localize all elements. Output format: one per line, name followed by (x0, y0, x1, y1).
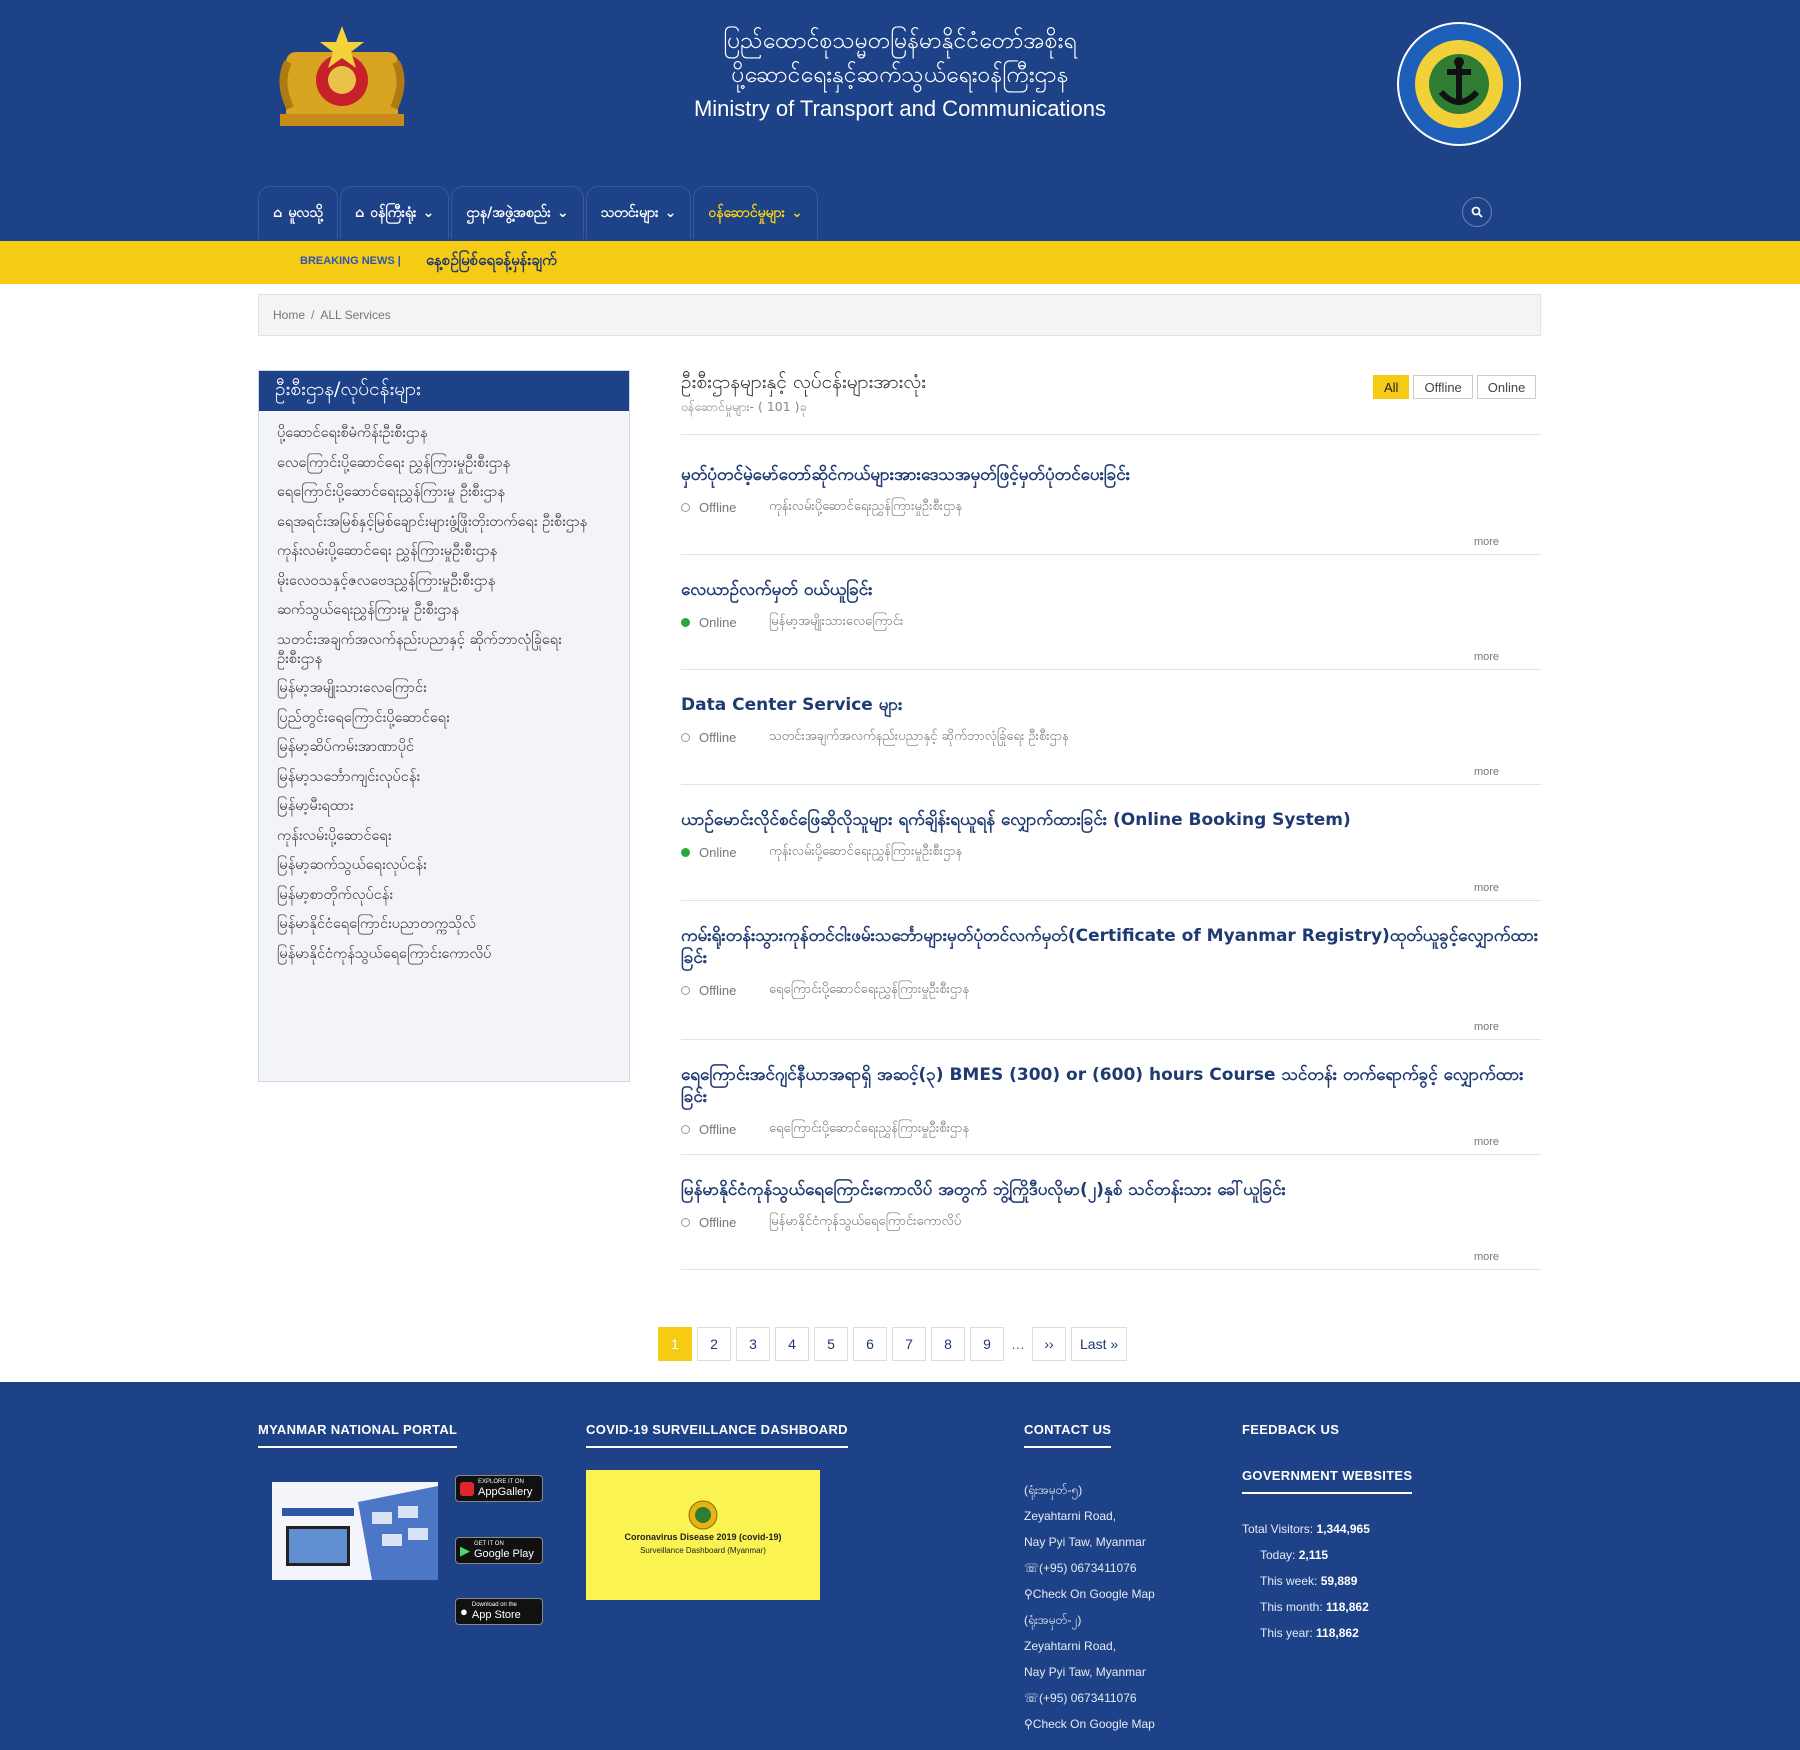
more-link[interactable]: more (1473, 651, 1499, 663)
service-meta (681, 728, 1541, 747)
sidebar-item[interactable]: မြန်မာ့ဆိပ်ကမ်းအာဏာပိုင် (277, 739, 415, 755)
sidebar-item[interactable]: ပို့ဆောင်ရေးစီမံကိန်းဦးစီးဌာန (277, 425, 428, 441)
service-status: Offline (699, 1122, 737, 1137)
phone-line[interactable] (1024, 1685, 1155, 1711)
page-link[interactable]: 8 (931, 1327, 965, 1361)
chevron-down-icon: ⌄ (422, 205, 435, 221)
office-label: (ရုံးအမှတ်-၂) (1024, 1613, 1082, 1627)
nav-departments-label: ဌာန/အဖွဲ့အစည်း (466, 204, 551, 221)
appgallery-button[interactable] (455, 1475, 543, 1502)
page-link[interactable]: 2 (697, 1327, 731, 1361)
breadcrumb-home[interactable]: Home (273, 308, 306, 322)
next-page-button[interactable]: ›› (1032, 1327, 1066, 1361)
service-meta (681, 498, 1541, 517)
footer-portal-heading: MYANMAR NATIONAL PORTAL (258, 1422, 457, 1448)
appgallery-text (478, 1479, 532, 1498)
state-emblem-logo[interactable] (278, 22, 406, 130)
department-sidebar (258, 370, 630, 1082)
chevron-down-icon: ⌄ (556, 205, 569, 221)
phone-icon: ☏ (1024, 1561, 1040, 1575)
offline-status-icon (681, 733, 690, 742)
visitor-week-label: This week: (1260, 1574, 1318, 1588)
google-map-link[interactable] (1024, 1711, 1155, 1737)
service-status: Offline (699, 730, 737, 745)
visitor-year-label: This year: (1260, 1626, 1313, 1640)
breadcrumb-current: ALL Services (320, 308, 391, 322)
nav-services[interactable] (693, 186, 817, 239)
service-item (681, 555, 1541, 670)
sidebar-item[interactable]: ဆက်သွယ်ရေးညွှန်ကြားမှု ဦးစီးဌာန (277, 602, 459, 618)
map-marker-icon: ⚲ (1024, 1717, 1033, 1731)
sidebar-item[interactable]: မြန်မာ့စာတိုက်လုပ်ငန်း (277, 886, 393, 903)
service-item (681, 670, 1541, 785)
appgallery-icon (460, 1482, 474, 1496)
page-link[interactable]: 3 (736, 1327, 770, 1361)
service-title-link[interactable]: ယာဉ်မောင်းလိုင်စင်ဖြေဆိုလိုသူများ ရက်ချိန်းရယူရန် လျှောက်ထားခြင်း (Online Booking System) (681, 810, 1351, 830)
offline-status-icon (681, 986, 690, 995)
map-marker-icon: ⚲ (1024, 1587, 1033, 1601)
service-meta (681, 613, 1541, 632)
address-line: Zeyahtarni Road, (1024, 1639, 1117, 1653)
service-meta (681, 843, 1541, 862)
service-item (681, 440, 1541, 555)
nav-news-label: သတင်းများ (600, 204, 659, 221)
google-play-icon: ▶ (460, 1542, 470, 1558)
visitor-week-value: 59,889 (1320, 1574, 1358, 1588)
visitor-month (1242, 1594, 1370, 1620)
covid-dashboard-title: Coronavirus Disease 2019 (covid-19) (624, 1532, 782, 1542)
site-footer (0, 1382, 1800, 1750)
home-icon: ⌂ (354, 205, 365, 221)
sidebar-item[interactable]: လေကြောင်းပို့ဆောင်ရေး ညွှန်ကြားမှုဦးစီးဌာန (277, 454, 511, 471)
apple-icon: ● (460, 1604, 468, 1619)
more-link[interactable]: more (1473, 1136, 1499, 1148)
visitor-today-label: Today: (1260, 1548, 1296, 1562)
appgallery-small-text: EXPLORE IT ON (478, 1479, 524, 1485)
app-store-button[interactable] (455, 1598, 543, 1625)
sidebar-item[interactable]: ရေအရင်းအမြစ်နှင့်မြစ်ချောင်းများဖွံ့ဖြိုးတိုးတက်ရေး ဦးစီးဌာန (277, 513, 588, 530)
phone-icon: ☏ (1024, 1691, 1040, 1705)
visitor-total-value: 1,344,965 (1316, 1522, 1370, 1536)
sidebar-item[interactable]: မြန်မာ့အမျိုးသားလေကြောင်း (277, 680, 427, 696)
sidebar-item[interactable]: မြန်မာ့သင်္ဘောကျင်းလုပ်ငန်း (277, 768, 421, 785)
service-meta (681, 1120, 1541, 1139)
sidebar-item[interactable]: ကုန်းလမ်းပို့ဆောင်ရေး ညွှန်ကြားမှုဦးစီးဌာန (277, 543, 498, 559)
office-label: (ရုံးအမှတ်-၅) (1024, 1483, 1083, 1497)
service-department: မြန်မာနိုင်ငံကုန်သွယ်ရေကြောင်းကောလိပ် (769, 1214, 962, 1229)
sidebar-item[interactable]: မြန်မာနိုင်ငံရေကြောင်းပညာတက္ကသိုလ် (277, 916, 476, 932)
nav-home[interactable] (258, 186, 338, 239)
site-header (0, 0, 1800, 241)
page-link[interactable]: 4 (775, 1327, 809, 1361)
offline-status-icon (681, 1218, 690, 1227)
chevron-down-icon: ⌄ (664, 205, 677, 221)
google-play-name: Google Play (474, 1548, 534, 1560)
service-title-link[interactable]: လေယာဉ်လက်မှတ် ဝယ်ယူခြင်း (681, 580, 873, 600)
offline-status-icon (681, 503, 690, 512)
service-department: သတင်းအချက်အလက်နည်းပညာနှင့် ဆိုက်ဘာလုံခြုံရေး ဦးစီးဌာန (769, 729, 1069, 744)
site-title-line3: Ministry of Transport and Communications (693, 96, 1107, 121)
service-item (681, 1155, 1541, 1270)
service-title-link[interactable]: မှတ်ပုံတင်မဲ့မော်တော်ဆိုင်ကယ်များအားဒေသအမှတ်ဖြင့်မှတ်ပုံတင်ပေးခြင်း (681, 465, 1131, 485)
main-nav (258, 186, 820, 240)
visitor-month-value: 118,862 (1326, 1600, 1369, 1614)
phone-line[interactable] (1024, 1555, 1155, 1581)
service-title-link[interactable]: ကမ်းရိုးတန်းသွားကုန်တင်ငါးဖမ်းသင်္ဘောများမှတ်ပုံတင်လက်မှတ်(Certificate of Myanmar Registry)ထုတ်ယူခွင့်လျှောက်ထားခြင်း (681, 926, 1539, 968)
filter-online-button[interactable]: Online (1477, 375, 1537, 399)
more-link[interactable]: more (1473, 882, 1499, 894)
pagination (658, 1327, 1127, 1361)
visitor-today (1242, 1542, 1370, 1568)
service-title-link[interactable]: ရေကြောင်းအင်ဂျင်နီယာအရာရှိ အဆင့်(၃) BMES (300) or (600) hours Course သင်တန်း တက်ရောက်ခွင့် လျှောက်ထားခြင်း (681, 1065, 1524, 1107)
last-page-button[interactable]: Last » (1071, 1327, 1127, 1361)
more-link[interactable]: more (1473, 1251, 1499, 1263)
service-department: ရေကြောင်းပို့ဆောင်ရေးညွှန်ကြားမှုဦးစီးဌာန (769, 1121, 970, 1136)
service-department: မြန်မာ့အမျိုးသားလေကြောင်း (769, 614, 904, 629)
page-link[interactable]: 5 (814, 1327, 848, 1361)
service-item (681, 901, 1541, 1040)
breaking-news-link[interactable]: နေ့စဉ်မြစ်ရေခန့်မှန်းချက် (426, 251, 557, 269)
google-map-link[interactable] (1024, 1581, 1155, 1607)
breadcrumb-separator: / (311, 308, 315, 322)
phone-number: (+95) 0673411076 (1039, 1561, 1137, 1575)
app-store-name: App Store (471, 1609, 521, 1621)
nav-news[interactable] (586, 186, 692, 239)
offline-status-icon (681, 1125, 690, 1134)
search-icon (1471, 206, 1483, 218)
home-icon: ⌂ (273, 205, 283, 221)
phone-number: (+95) 0673411076 (1039, 1691, 1137, 1705)
service-department: ရေကြောင်းပို့ဆောင်ရေးညွှန်ကြားမှုဦးစီးဌာန (769, 982, 970, 997)
covid-dashboard-subtitle: Surveillance Dashboard (Myanmar) (640, 1546, 766, 1555)
footer-covid-heading: COVID-19 SURVEILLANCE DASHBOARD (586, 1422, 848, 1448)
google-map-label: Check On Google Map (1032, 1717, 1155, 1731)
page-link[interactable]: 6 (853, 1327, 887, 1361)
app-store-text (472, 1602, 521, 1621)
more-link[interactable]: more (1473, 1021, 1499, 1033)
filter-all-button[interactable]: All (1373, 375, 1409, 399)
visitor-counter (1242, 1516, 1370, 1646)
service-item (681, 785, 1541, 901)
site-title-line2: ပို့ဆောင်ရေးနှင့်ဆက်သွယ်ရေးဝန်ကြီးဌာန (731, 62, 1069, 88)
service-title-link[interactable]: မြန်မာနိုင်ငံကုန်သွယ်ရေကြောင်းကောလိပ် အတွက် ဘွဲ့ကြိုဒီပလိုမာ(၂)နှစ် သင်တန်းသား ခေါ်ယူခြင်း (681, 1180, 1286, 1200)
visitor-year-value: 118,862 (1316, 1626, 1359, 1640)
sidebar-item[interactable]: မိုးလေဝသနှင့်ဇလဗေဒညွှန်ကြားမှုဦးစီးဌာန (277, 572, 496, 589)
page-link[interactable]: 9 (970, 1327, 1004, 1361)
service-status: Online (699, 615, 737, 630)
google-play-text (474, 1541, 534, 1560)
nav-services-label: ဝန်ဆောင်မှုများ (708, 204, 786, 221)
sidebar-item[interactable]: မြန်မာ့ဆက်သွယ်ရေးလုပ်ငန်း (277, 857, 427, 873)
service-meta (681, 1213, 1541, 1232)
footer-feedback-heading[interactable]: FEEDBACK US (1242, 1422, 1340, 1437)
service-count: ဝန်ဆောင်မှုများ- ( 101 )ခု (681, 399, 807, 414)
address-line: Zeyahtarni Road, (1024, 1509, 1117, 1523)
footer-gov-websites-heading[interactable]: GOVERNMENT WEBSITES (1242, 1468, 1412, 1494)
nav-ministry-office-label: ဝန်ကြီးရုံး (370, 204, 417, 221)
status-filter (1373, 375, 1536, 399)
covid-dashboard-link[interactable] (586, 1470, 820, 1600)
service-status: Offline (699, 1215, 737, 1230)
divider (681, 434, 1541, 435)
pagination-ellipsis: … (1009, 1327, 1027, 1361)
service-list (681, 440, 1541, 1270)
google-map-label: Check On Google Map (1032, 1587, 1155, 1601)
page-link[interactable]: 1 (658, 1327, 692, 1361)
service-item (681, 1040, 1541, 1155)
breaking-news-label: BREAKING NEWS | (300, 255, 401, 267)
page-link[interactable]: 7 (892, 1327, 926, 1361)
search-button[interactable] (1462, 197, 1492, 227)
address-line: Nay Pyi Taw, Myanmar (1024, 1535, 1146, 1549)
visitor-total (1242, 1516, 1370, 1542)
service-department: ကုန်းလမ်းပို့ဆောင်ရေးညွှန်ကြားမှုဦးစီးဌာန (769, 844, 963, 859)
sidebar-item[interactable]: ကုန်းလမ်းပို့ဆောင်ရေး (277, 827, 392, 844)
site-title-line1: ပြည်ထောင်စုသမ္မတမြန်မာနိုင်ငံတော်အစိုးရ (723, 28, 1077, 54)
visitor-today-value: 2,115 (1298, 1548, 1329, 1562)
service-title-link[interactable]: Data Center Service များ (681, 695, 903, 715)
health-ministry-logo-icon (688, 1500, 718, 1530)
page-title: ဦးစီးဌာနများနှင့် လုပ်ငန်းများအားလုံး (681, 371, 927, 393)
app-store-small-text: Download on the (471, 1602, 517, 1608)
more-link[interactable]: more (1473, 766, 1499, 778)
contact-info (1024, 1477, 1155, 1737)
nav-departments[interactable] (451, 186, 583, 239)
nav-home-label: မူလသို့ (288, 204, 323, 221)
google-play-button[interactable] (455, 1537, 543, 1564)
visitor-year (1242, 1620, 1370, 1646)
more-link[interactable]: more (1473, 536, 1499, 548)
sidebar-list (259, 411, 629, 969)
sidebar-item[interactable]: သတင်းအချက်အလက်နည်းပညာနှင့် ဆိုက်ဘာလုံခြုံရေး ဦးစီးဌာန (277, 631, 562, 667)
sidebar-item[interactable]: မြန်မာ့မီးရထား (277, 798, 354, 814)
online-status-icon (681, 848, 690, 857)
service-meta (681, 981, 1541, 1000)
online-status-icon (681, 618, 690, 627)
google-play-small-text: GET IT ON (474, 1541, 504, 1547)
visitor-week (1242, 1568, 1370, 1594)
ministry-logo[interactable] (1397, 22, 1521, 146)
filter-offline-button[interactable]: Offline (1413, 375, 1472, 399)
footer-contact-heading: CONTACT US (1024, 1422, 1111, 1448)
sidebar-item[interactable]: ရေကြောင်းပို့ဆောင်ရေးညွှန်ကြားမှု ဦးစီးဌာန (277, 484, 505, 500)
sidebar-item[interactable]: မြန်မာနိုင်ငံကုန်သွယ်ရေကြောင်းကောလိပ် (277, 945, 492, 962)
chevron-down-icon: ⌄ (791, 205, 803, 221)
breadcrumb (258, 294, 1541, 336)
service-department: ကုန်းလမ်းပို့ဆောင်ရေးညွှန်ကြားမှုဦးစီးဌာန (769, 499, 963, 514)
service-status: Offline (699, 983, 737, 998)
sidebar-heading: ဦးစီးဌာန/လုပ်ငန်းများ (259, 371, 629, 411)
service-status: Offline (699, 500, 737, 515)
breaking-news-bar (0, 241, 1800, 284)
service-status: Online (699, 845, 737, 860)
national-portal-image[interactable] (272, 1482, 438, 1580)
appgallery-name: AppGallery (478, 1486, 533, 1498)
visitor-total-label: Total Visitors: (1242, 1522, 1314, 1536)
sidebar-item[interactable]: ပြည်တွင်းရေကြောင်းပို့ဆောင်ရေး (277, 709, 450, 726)
address-line: Nay Pyi Taw, Myanmar (1024, 1665, 1146, 1679)
nav-ministry-office[interactable] (340, 186, 449, 239)
visitor-month-label: This month: (1260, 1600, 1323, 1614)
site-title (600, 24, 1200, 126)
